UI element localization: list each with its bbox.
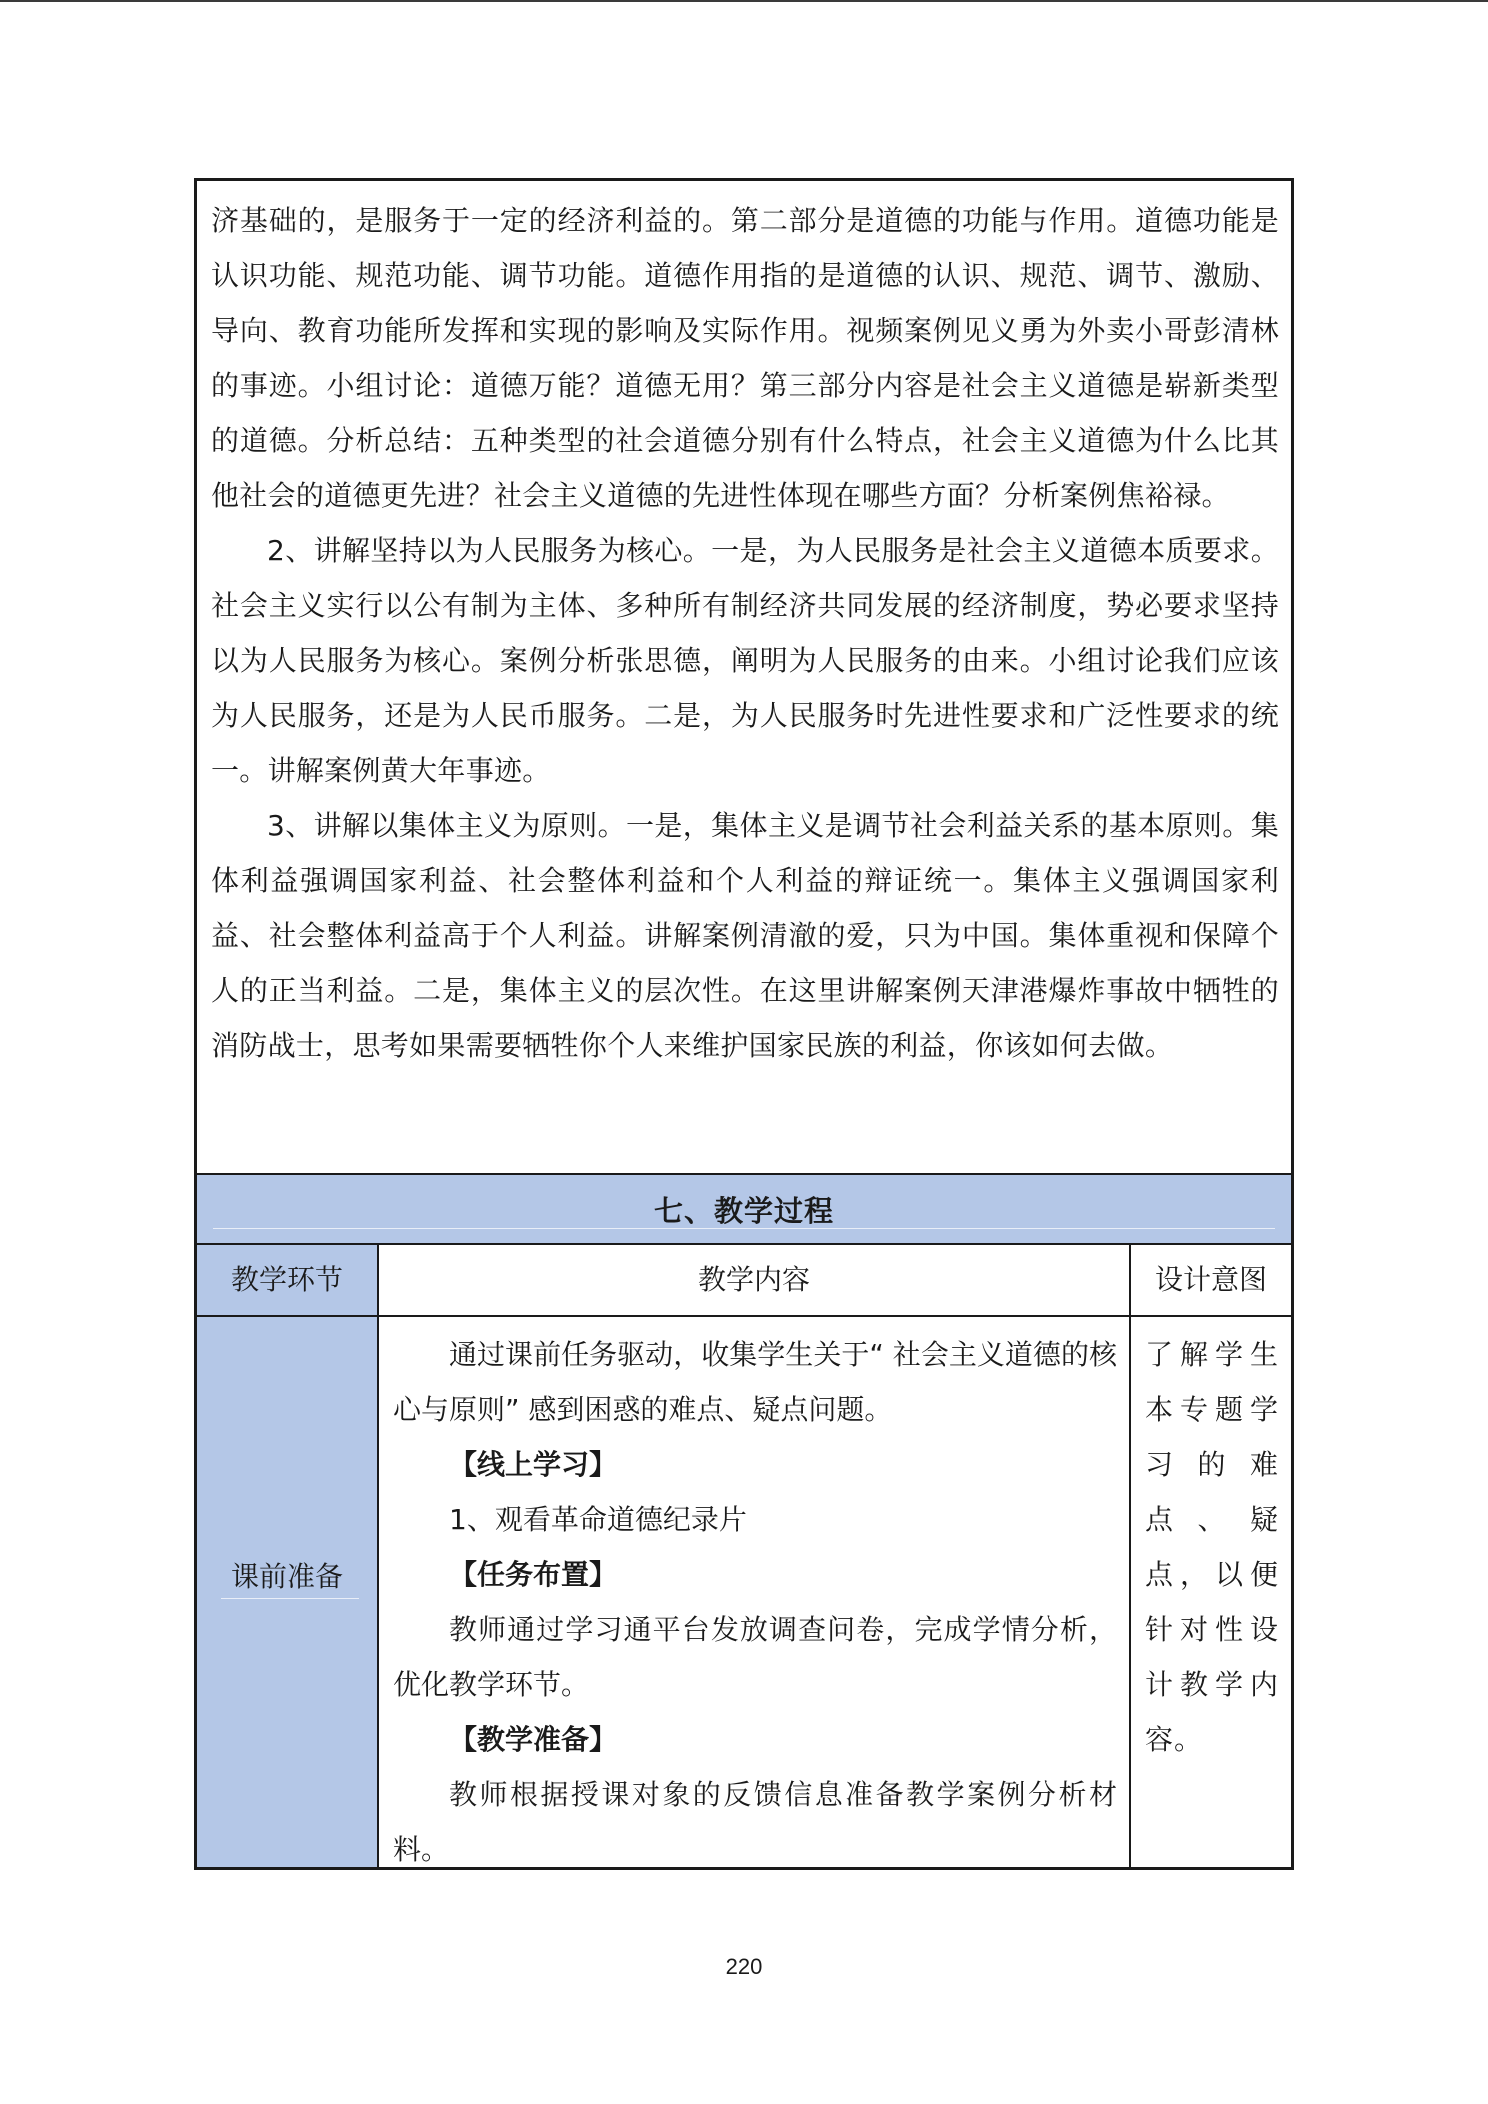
section-header bbox=[197, 1173, 1291, 1245]
teaching-content-cell bbox=[197, 181, 1291, 1173]
intro-paragraph-1: 济基础的，是服务于一定的经济利益的。第二部分是道德的功能与作用。道德功能是认识功能、规范功能、调节功能。道德作用指的是道德的认识、规范、调节、激励、导向、教育功能所发挥和实现的影响及实际作用。视频案例见义勇为外卖小哥彭清林的事迹。小组讨论：道德万能？道德无用？第三部分内容是社会主义道德是崭新类型的道德。分析总结：五种类型的社会道德分别有什么特点，社会主义道德为什么比其他社会的道德更先进？社会主义道德的先进性体现在哪些方面？分析案例焦裕禄。 bbox=[211, 204, 1279, 512]
page-number: 220 bbox=[725, 1954, 763, 1979]
content-cell bbox=[377, 1317, 1129, 1867]
task-assignment-heading: 【任务布置】 bbox=[449, 1558, 618, 1591]
header-stage-cell bbox=[197, 1245, 377, 1315]
table-header-row bbox=[197, 1245, 1291, 1317]
top-rule bbox=[0, 0, 1488, 2]
section-title: 七、教学过程 bbox=[653, 1194, 834, 1228]
online-learning-heading: 【线上学习】 bbox=[449, 1448, 618, 1481]
header-content-cell bbox=[377, 1245, 1129, 1315]
table-row bbox=[197, 1317, 1291, 1867]
header-content: 教学内容 bbox=[697, 1263, 810, 1296]
content-line-2: 1、观看革命道德纪录片 bbox=[449, 1503, 747, 1536]
section-underline bbox=[213, 1228, 1275, 1229]
content-line-1: 通过课前任务驱动，收集学生关于“ 社会主义道德的核心与原则” 感到困惑的难点、疑点问题。 bbox=[393, 1338, 1117, 1426]
header-intent-cell bbox=[1129, 1245, 1291, 1315]
content-line-3: 教师通过学习通平台发放调查问卷，完成学情分析，优化教学环节。 bbox=[393, 1613, 1117, 1701]
stage-underline bbox=[221, 1598, 359, 1599]
intent-text: 了解学生本专题学习的难点、疑点，以便针对性设计教学内容。 bbox=[1145, 1338, 1279, 1756]
lesson-plan-table bbox=[194, 178, 1294, 1870]
teaching-prep-heading: 【教学准备】 bbox=[449, 1723, 618, 1756]
intro-paragraph-2: 2、讲解坚持以为人民服务为核心。一是，为人民服务是社会主义道德本质要求。社会主义实行以公有制为主体、多种所有制经济共同发展的经济制度，势必要求坚持以为人民服务为核心。案例分析张思德，阐明为人民服务的由来。小组讨论我们应该为人民服务，还是为人民币服务。二是，为人民服务时先进性要求和广泛性要求的统一。讲解案例黄大年事迹。 bbox=[211, 534, 1279, 787]
header-stage: 教学环节 bbox=[230, 1263, 343, 1296]
stage-cell bbox=[197, 1317, 377, 1867]
intent-cell bbox=[1129, 1317, 1291, 1867]
intro-paragraph-3: 3、讲解以集体主义为原则。一是，集体主义是调节社会利益关系的基本原则。集体利益强调国家利益、社会整体利益和个人利益的辩证统一。集体主义强调国家利益、社会整体利益高于个人利益。讲解案例清澈的爱，只为中国。集体重视和保障个人的正当利益。二是，集体主义的层次性。在这里讲解案例天津港爆炸事故中牺牲的消防战士，思考如果需要牺牲你个人来维护国家民族的利益，你该如何去做。 bbox=[211, 809, 1279, 1062]
content-line-4: 教师根据授课对象的反馈信息准备教学案例分析材料。 bbox=[393, 1778, 1117, 1866]
stage-label: 课前准备 bbox=[230, 1560, 343, 1593]
header-intent: 设计意图 bbox=[1154, 1263, 1267, 1296]
